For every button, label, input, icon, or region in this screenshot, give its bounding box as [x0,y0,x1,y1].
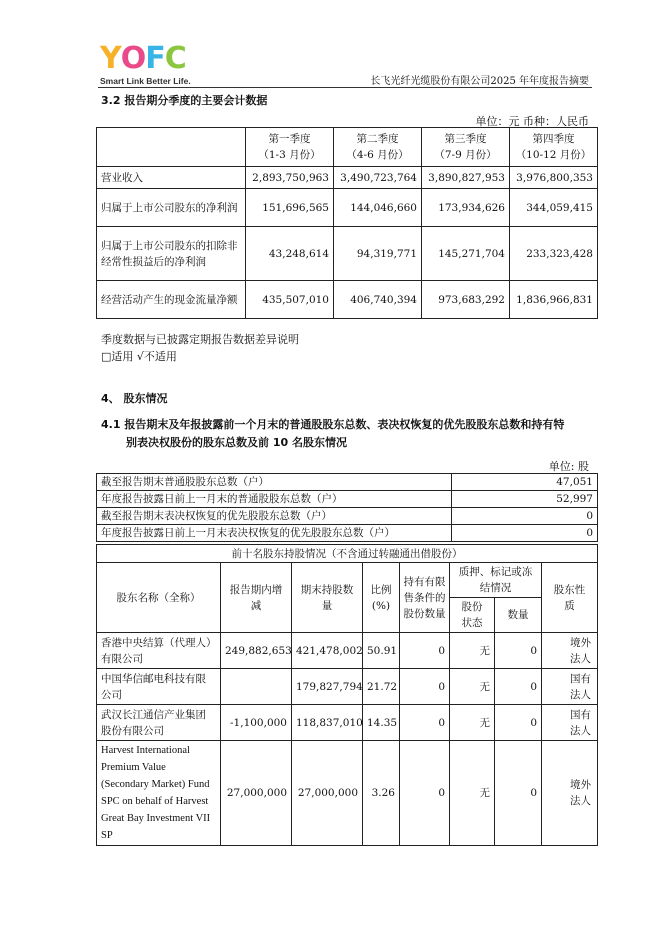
section-4-heading: 4、 股东情况 [101,392,168,405]
cell-value: 233,323,428 [510,227,598,281]
holder-nature: 国有法人 [542,669,598,705]
header-ratio: 比例(%) [363,563,400,633]
unit-currency-line: 单位：元 币种：人民币 [475,115,589,128]
logo-tagline: Smart Link Better Life. [100,76,191,86]
summary-label: 截至报告期末表决权恢复的优先股股东总数（户） [97,508,452,525]
holder-nature: 境外法人 [542,741,598,846]
q4-range: （10-12 月份） [515,149,592,161]
table-row [97,227,598,281]
header-nature: 股东性质 [542,563,598,633]
holder-ratio: 14.35 [363,705,400,741]
section-4-1-heading-line2: 别表决权股份的股东总数及前 10 名股东情况 [126,436,347,449]
cell-value: 344,059,415 [510,189,598,227]
q1-name: 第一季度 [268,133,311,145]
row-label: 营业收入 [97,167,246,189]
holder-ratio: 3.26 [363,741,400,846]
q4-name: 第四季度 [532,133,575,145]
holder-pledge-qty: 0 [495,633,542,669]
table-row [97,491,598,508]
col-header-q3 [422,128,510,167]
col-header-q4 [510,128,598,167]
holder-change: 27,000,000 [221,741,292,846]
holder-name: Harvest International Premium Value (Secondary Market) Fund SPC on behalf of Harvest Great Bay Investment VII SP [97,741,221,846]
header-pledge-qty: 数量 [495,598,542,633]
table-row [97,705,598,741]
holder-restricted: 0 [400,633,450,669]
logo-letter: C [164,41,186,76]
holder-pledge-status: 无 [450,705,495,741]
header-empty-cell [97,128,246,167]
top10-title: 前十名股东持股情况（不含通过转融通出借股份） [97,545,598,563]
top10-shareholders-table [96,544,598,846]
holder-restricted: 0 [400,741,450,846]
q2-name: 第二季度 [356,133,399,145]
logo-letter: Y [100,41,121,76]
summary-value: 0 [452,508,598,525]
holder-name: 武汉长江通信产业集团股份有限公司 [97,705,221,741]
summary-value: 52,997 [452,491,598,508]
q2-range: （4-6 月份） [346,149,409,161]
holder-change: -1,100,000 [221,705,292,741]
company-logo [100,41,200,88]
holder-held: 179,827,794 [292,669,363,705]
cell-value: 151,696,565 [246,189,334,227]
row-label: 经营活动产生的现金流量净额 [97,281,246,319]
header-divider [98,87,592,88]
cell-value: 406,740,394 [334,281,422,319]
cell-value: 2,893,750,963 [246,167,334,189]
logo-wordmark [100,41,200,76]
holder-restricted: 0 [400,669,450,705]
holder-nature: 境外法人 [542,633,598,669]
table-row [97,167,598,189]
header-restricted-shares: 持有有限售条件的股份数量 [400,563,450,633]
table-row [97,474,598,491]
holder-pledge-qty: 0 [495,705,542,741]
quarterly-data-table [96,127,598,319]
row-label: 归属于上市公司股东的净利润 [97,189,246,227]
summary-label: 截至报告期末普通股股东总数（户） [97,474,452,491]
header-shareholder-name: 股东名称（全称） [97,563,221,633]
summary-value: 47,051 [452,474,598,491]
summary-value: 0 [452,525,598,542]
q1-range: （1-3 月份） [258,149,321,161]
holder-held: 27,000,000 [292,741,363,846]
q3-range: （7-9 月份） [434,149,497,161]
table-row [97,189,598,227]
section-4-1-heading-line1: 4.1 报告期末及年报披露前一个月末的普通股股东总数、表决权恢复的优先股股东总数和持有特 [101,418,565,431]
table-header-row [97,128,598,167]
logo-letter: O [120,41,146,76]
logo-letter: F [145,41,165,76]
shareholders-summary-table [96,473,598,542]
cell-value: 94,319,771 [334,227,422,281]
cell-value: 145,271,704 [422,227,510,281]
cell-value: 173,934,626 [422,189,510,227]
document-title: 长飞光纤光缆股份有限公司2025 年年度报告摘要 [370,76,589,87]
cell-value: 3,890,827,953 [422,167,510,189]
holder-name: 香港中央结算（代理人）有限公司 [97,633,221,669]
cell-value: 3,490,723,764 [334,167,422,189]
col-header-q1 [246,128,334,167]
header-pledge: 质押、标记或冻结情况 [450,563,542,598]
holder-name: 中国华信邮电科技有限公司 [97,669,221,705]
holder-pledge-status: 无 [450,669,495,705]
table-row [97,281,598,319]
summary-label: 年度报告披露日前上一月末表决权恢复的优先股股东总数（户） [97,525,452,542]
table-row [97,508,598,525]
shares-unit-line: 单位: 股 [548,460,589,473]
holder-change: 249,882,653 [221,633,292,669]
holder-held: 118,837,010 [292,705,363,741]
holder-pledge-status: 无 [450,741,495,846]
table-row [97,525,598,542]
holder-pledge-qty: 0 [495,741,542,846]
row-label: 归属于上市公司股东的扣除非经常性损益后的净利润 [97,227,246,281]
summary-label: 年度报告披露日前上一月末的普通股股东总数（户） [97,491,452,508]
discrepancy-note: 季度数据与已披露定期报告数据差异说明 [101,333,299,346]
cell-value: 973,683,292 [422,281,510,319]
cell-value: 3,976,800,353 [510,167,598,189]
header-period-change: 报告期内增减 [221,563,292,633]
table-row [97,633,598,669]
top10-header-row [97,563,598,598]
table-row [97,669,598,705]
table-row [97,741,598,846]
holder-pledge-status: 无 [450,633,495,669]
col-header-q2 [334,128,422,167]
holder-change [221,669,292,705]
header-pledge-status: 股份状态 [450,598,495,633]
holder-nature: 国有法人 [542,705,598,741]
applicability-options: □适用 √不适用 [101,350,177,363]
holder-pledge-qty: 0 [495,669,542,705]
holder-ratio: 21.72 [363,669,400,705]
cell-value: 1,836,966,831 [510,281,598,319]
q3-name: 第三季度 [444,133,487,145]
header-shares-held: 期末持股数量 [292,563,363,633]
cell-value: 144,046,660 [334,189,422,227]
holder-held: 421,478,002 [292,633,363,669]
section-3-2-heading: 3.2 报告期分季度的主要会计数据 [101,94,268,107]
holder-restricted: 0 [400,705,450,741]
top10-title-row [97,545,598,563]
cell-value: 43,248,614 [246,227,334,281]
cell-value: 435,507,010 [246,281,334,319]
holder-ratio: 50.91 [363,633,400,669]
